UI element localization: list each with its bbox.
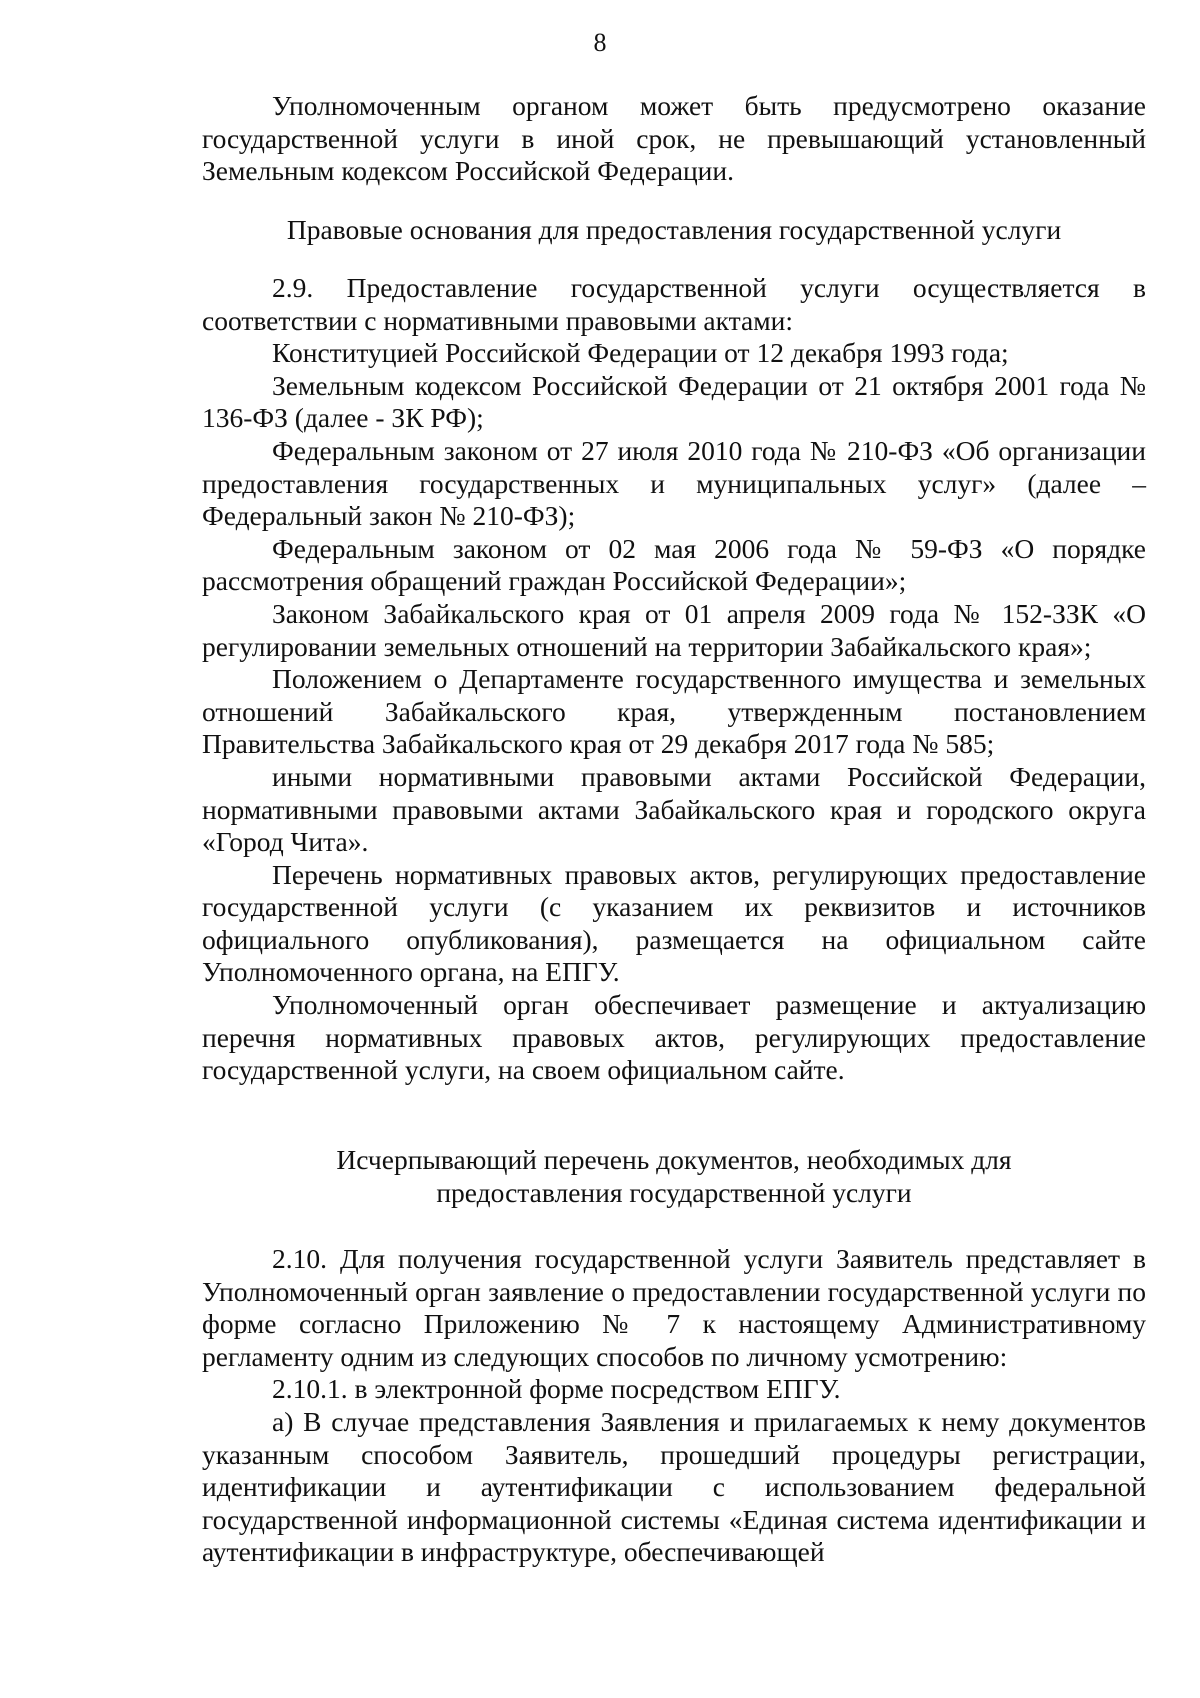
paragraph: Земельным кодексом Российской Федерации от 21 октября 2001 года № 136-ФЗ (далее - ЗК РФ); [202, 369, 1146, 434]
paragraph: Федеральным законом от 02 мая 2006 года № 59-ФЗ «О порядке рассмотрения обращений граждан Российской Федерации»; [202, 532, 1146, 597]
paragraph: Перечень нормативных правовых актов, регулирующих предоставление государственной услуги (с указанием их реквизитов и источников официального опубликования), размещается на официальном сайте Уполномоченного органа, на ЕПГУ. [202, 858, 1146, 988]
documents-heading-wrap [202, 1144, 1146, 1209]
legal-basis-section [202, 272, 1146, 1087]
documents-section [202, 1243, 1146, 1569]
paragraph: Законом Забайкальского края от 01 апреля 2009 года № 152-ЗЗК «О регулировании земельных отношений на территории Забайкальского края»; [202, 597, 1146, 662]
paragraph: 2.10.1. в электронной форме посредством ЕПГУ. [272, 1373, 841, 1405]
section-heading-legal-basis: Правовые основания для предоставления государственной услуги [286, 214, 1062, 245]
intro-section [202, 90, 1146, 188]
page-number: 8 [593, 28, 607, 57]
paragraph: Конституцией Российской Федерации от 12 декабря 1993 года; [272, 337, 1009, 369]
paragraph: 2.10. Для получения государственной услуги Заявитель представляет в Уполномоченный орган заявление о предоставлении государственной услуги по форме согласно Приложению № 7 к настоящему Административному регламенту одним из следующих способов по личному усмотрению: [202, 1243, 1146, 1372]
legal-basis-heading-wrap [202, 214, 1146, 247]
paragraph: Уполномоченный орган обеспечивает размещение и актуализацию перечня нормативных правовых актов, регулирующих предоставление государственной услуги, на своем официальном сайте. [202, 989, 1146, 1086]
section-heading-documents-line-1: Исчерпывающий перечень документов, необходимых для [336, 1144, 1012, 1175]
paragraph: а) В случае представления Заявления и прилагаемых к нему документов указанным способом Заявитель, прошедший процедуры регистрации, идентификации и аутентификации с использованием федеральной государственной информационной системы «Единая система идентификации и аутентификации в инфраструктуре, обеспечивающей [202, 1405, 1146, 1568]
paragraph: Федеральным законом от 27 июля 2010 года № 210-ФЗ «Об организации предоставления государственных и муниципальных услуг» (далее – Федеральный закон № 210-ФЗ); [202, 434, 1146, 532]
section-heading-documents-line-2: предоставления государственной услуги [436, 1176, 912, 1208]
paragraph: иными нормативными правовыми актами Российской Федерации, нормативными правовыми актами Забайкальского края и городского округа «Город Чита». [202, 760, 1146, 858]
paragraph: Уполномоченным органом может быть предусмотрено оказание государственной услуги в иной срок, не превышающий установленный Земельным кодексом Российской Федерации. [202, 90, 1146, 187]
paragraph: 2.9. Предоставление государственной услуги осуществляется в соответствии с нормативными правовыми актами: [202, 272, 1146, 336]
paragraph: Положением о Департаменте государственного имущества и земельных отношений Забайкальского края, утвержденным постановлением Правительства Забайкальского края от 29 декабря 2017 года № 585; [202, 663, 1146, 760]
